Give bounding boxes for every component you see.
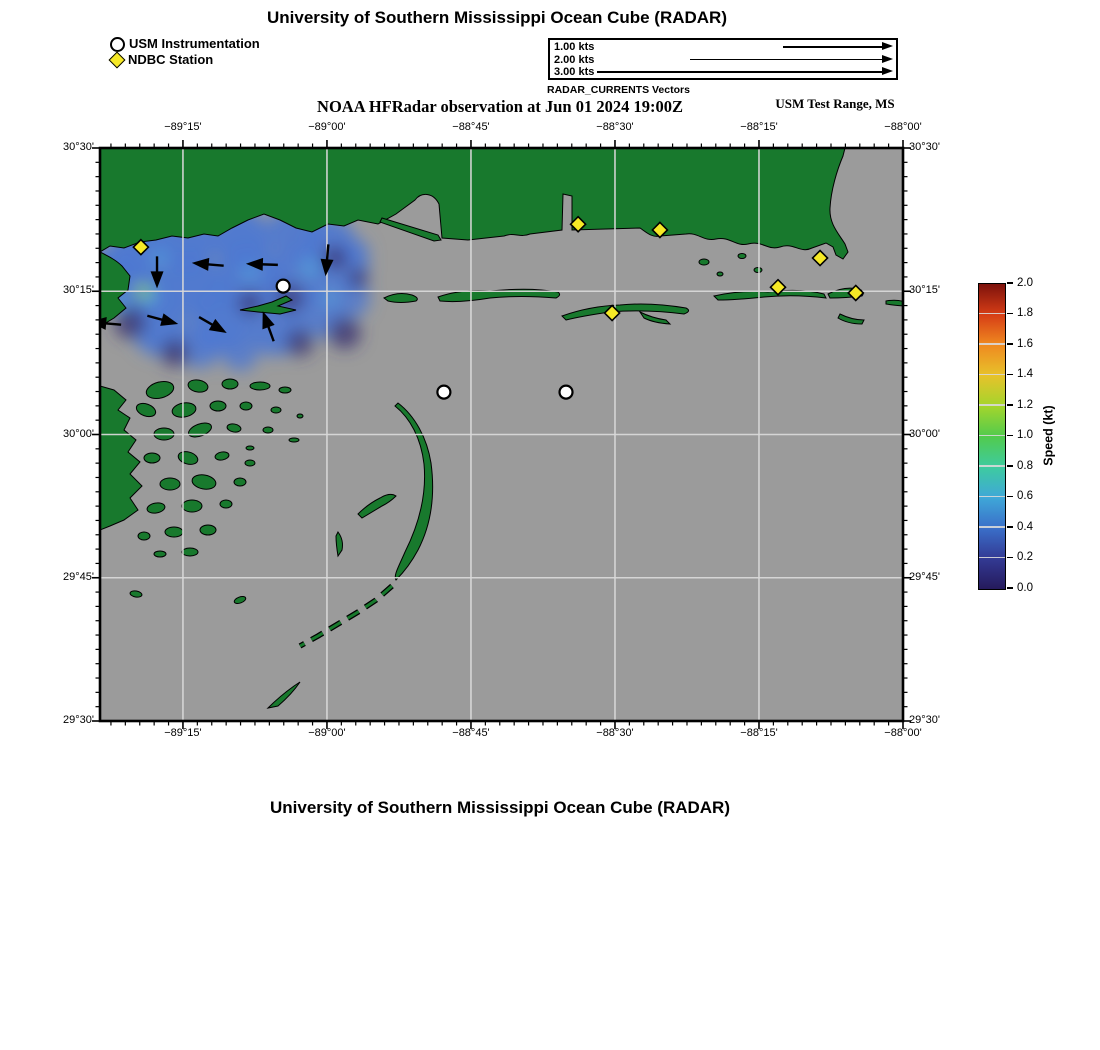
legend-item-usm — [110, 36, 260, 52]
lat-tick-label: 30°15' — [909, 284, 940, 297]
vector-scale-arrowhead — [882, 55, 893, 63]
range-label: USM Test Range, MS — [775, 96, 895, 111]
vector-scale-label: 2.00 kts — [554, 53, 595, 66]
vector-scale-line — [783, 46, 883, 48]
lat-tick-label: 30°30' — [909, 141, 940, 153]
colorbar-gridline — [979, 465, 1005, 467]
colorbar-tick-label: 0.4 — [1017, 520, 1033, 533]
colorbar-gridline — [979, 313, 1005, 315]
lon-tick-label: −88°00' — [884, 121, 922, 133]
colorbar-gridline — [979, 526, 1005, 528]
legend-label: USM Instrumentation — [129, 36, 260, 51]
colorbar — [978, 283, 1006, 590]
colorbar-title: Speed (kt) — [1041, 405, 1056, 466]
colorbar-gridline — [979, 374, 1005, 376]
lon-tick-label: −88°45' — [452, 121, 490, 133]
lon-tick-label: −89°15' — [164, 727, 202, 739]
colorbar-tick — [1007, 343, 1013, 345]
vector-scale-caption: RADAR_CURRENTS Vectors — [547, 84, 690, 96]
colorbar-tick — [1007, 282, 1013, 284]
map-legend — [110, 36, 260, 68]
lat-tick-label: 30°15' — [63, 284, 94, 297]
colorbar-tick-label: 2.0 — [1017, 276, 1033, 289]
lat-tick-label: 30°00' — [63, 427, 94, 440]
lon-tick-label: −89°15' — [164, 121, 202, 133]
lon-tick-label: −89°00' — [308, 121, 346, 133]
colorbar-tick-label: 1.0 — [1017, 429, 1033, 441]
ndbc-station-icon — [109, 52, 126, 69]
vector-scale-line — [597, 71, 883, 73]
lon-tick-label: −88°30' — [596, 121, 634, 133]
lat-tick-label: 29°30' — [909, 714, 940, 726]
colorbar-tick-label: 0.0 — [1017, 581, 1033, 594]
colorbar-tick — [1007, 374, 1013, 376]
vector-scale-row — [550, 54, 896, 66]
lat-tick-label: 29°45' — [63, 570, 94, 583]
usm-instrument-marker — [560, 386, 573, 399]
colorbar-gridline — [979, 496, 1005, 498]
colorbar-tick-label: 0.6 — [1017, 490, 1033, 502]
lon-tick-label: −88°00' — [884, 727, 922, 739]
lon-tick-label: −89°00' — [308, 727, 346, 739]
colorbar-gridline — [979, 557, 1005, 559]
colorbar-tick — [1007, 526, 1013, 528]
colorbar-tick — [1007, 404, 1013, 406]
lat-tick-label: 30°30' — [63, 141, 94, 153]
colorbar-tick — [1007, 465, 1013, 467]
legend-label: NDBC Station — [128, 52, 214, 67]
vector-scale-row — [550, 41, 896, 53]
vector-scale-row — [550, 66, 896, 78]
lat-tick-label: 30°00' — [909, 427, 940, 440]
footer-title: University of Southern Mississippi Ocean Cube (RADAR) — [269, 798, 730, 817]
colorbar-gridline — [979, 404, 1005, 406]
colorbar-tick-label: 0.8 — [1017, 459, 1033, 472]
usm-instrument-marker — [277, 280, 290, 293]
colorbar-tick — [1007, 587, 1013, 589]
colorbar-tick — [1007, 557, 1013, 559]
colorbar-tick — [1007, 496, 1013, 498]
figure-title: University of Southern Mississippi Ocean Cube (RADAR) — [266, 8, 727, 27]
colorbar-tick-label: 1.4 — [1017, 368, 1033, 380]
lat-tick-label: 29°30' — [63, 714, 94, 726]
colorbar-tick — [1007, 435, 1013, 437]
colorbar-tick-label: 1.8 — [1017, 307, 1033, 319]
lon-tick-label: −88°30' — [596, 727, 634, 739]
vector-scale-box — [548, 38, 898, 80]
lon-tick-label: −88°45' — [452, 727, 490, 739]
usm-instrument-marker — [437, 386, 450, 399]
colorbar-gridline — [979, 343, 1005, 345]
legend-item-ndbc — [110, 52, 260, 68]
colorbar-gridline — [979, 435, 1005, 437]
colorbar-gradient — [979, 284, 1005, 589]
map-svg — [92, 140, 913, 729]
observation-subtitle: NOAA HFRadar observation at Jun 01 2024 19:00Z — [317, 97, 683, 116]
colorbar-tick — [1007, 313, 1013, 315]
colorbar-tick-label: 1.2 — [1017, 398, 1033, 411]
lon-tick-label: −88°15' — [740, 727, 778, 739]
colorbar-tick-label: 1.6 — [1017, 337, 1033, 350]
colorbar-tick-label: 0.2 — [1017, 551, 1033, 563]
vector-scale-arrowhead — [882, 42, 893, 50]
lon-tick-label: −88°15' — [740, 121, 778, 133]
usm-instrumentation-icon — [110, 37, 125, 52]
vector-scale-line — [690, 59, 883, 61]
vector-scale-label: 3.00 kts — [554, 66, 595, 78]
vector-scale-arrowhead — [882, 67, 893, 75]
lat-tick-label: 29°45' — [909, 570, 940, 583]
vector-scale-label: 1.00 kts — [554, 41, 595, 53]
